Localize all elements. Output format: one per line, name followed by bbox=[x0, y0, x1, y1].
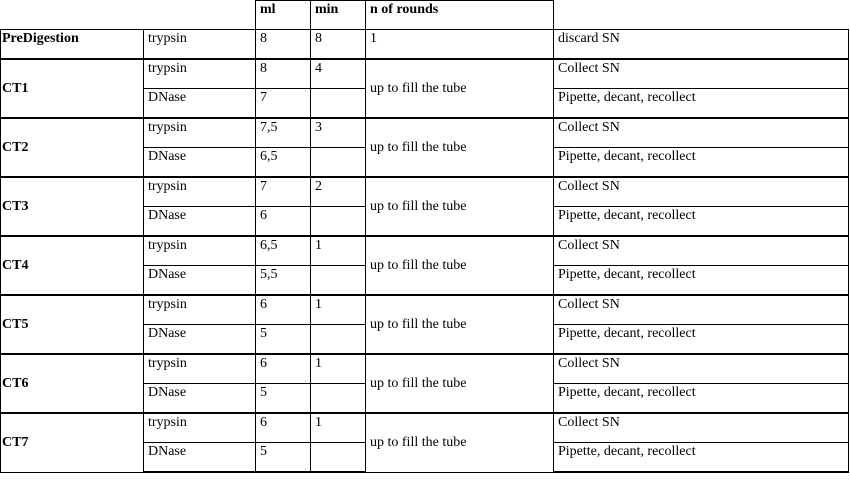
ml-cell: 5 bbox=[256, 384, 311, 414]
ml-cell: 6,5 bbox=[256, 236, 311, 266]
header-empty-cell bbox=[1, 1, 256, 30]
stage-label: CT5 bbox=[1, 295, 144, 354]
enzyme-cell: trypsin bbox=[144, 295, 256, 325]
min-cell: 4 bbox=[311, 59, 366, 89]
cycle-trypsin-row bbox=[1, 413, 849, 443]
rounds-cell: up to fill the tube bbox=[366, 413, 554, 472]
action-cell: Pipette, decant, recollect bbox=[554, 148, 849, 178]
stage-label: CT2 bbox=[1, 118, 144, 177]
action-cell: Collect SN bbox=[554, 354, 849, 384]
header-rounds: n of rounds bbox=[366, 1, 554, 30]
enzyme-cell: trypsin bbox=[144, 59, 256, 89]
min-cell: 3 bbox=[311, 118, 366, 148]
action-cell: Collect SN bbox=[554, 59, 849, 89]
min-cell: 1 bbox=[311, 295, 366, 325]
enzyme-cell: DNase bbox=[144, 207, 256, 237]
cycle-trypsin-row bbox=[1, 354, 849, 384]
ml-cell: 7 bbox=[256, 177, 311, 207]
min-cell bbox=[311, 443, 366, 473]
rounds-cell: up to fill the tube bbox=[366, 118, 554, 177]
stage-label: CT4 bbox=[1, 236, 144, 295]
action-cell: Collect SN bbox=[554, 236, 849, 266]
min-cell: 1 bbox=[311, 236, 366, 266]
enzyme-cell: DNase bbox=[144, 266, 256, 296]
predigestion-row bbox=[1, 30, 849, 60]
min-cell bbox=[311, 384, 366, 414]
rounds-cell: 1 bbox=[366, 30, 554, 60]
action-cell: Collect SN bbox=[554, 118, 849, 148]
action-cell: Collect SN bbox=[554, 177, 849, 207]
rounds-cell: up to fill the tube bbox=[366, 354, 554, 413]
enzyme-cell: DNase bbox=[144, 89, 256, 119]
min-cell bbox=[311, 325, 366, 355]
cycle-trypsin-row bbox=[1, 118, 849, 148]
ml-cell: 5 bbox=[256, 443, 311, 473]
enzyme-cell: trypsin bbox=[144, 236, 256, 266]
enzyme-cell: trypsin bbox=[144, 177, 256, 207]
action-cell: Pipette, decant, recollect bbox=[554, 325, 849, 355]
min-cell: 1 bbox=[311, 413, 366, 443]
enzyme-cell: DNase bbox=[144, 384, 256, 414]
ml-cell: 6 bbox=[256, 295, 311, 325]
protocol-body bbox=[1, 30, 849, 473]
min-cell bbox=[311, 89, 366, 119]
ml-cell: 8 bbox=[256, 30, 311, 60]
header-action-empty bbox=[554, 1, 849, 30]
action-cell: Collect SN bbox=[554, 413, 849, 443]
enzyme-cell: trypsin bbox=[144, 118, 256, 148]
enzyme-cell: trypsin bbox=[144, 354, 256, 384]
min-cell: 2 bbox=[311, 177, 366, 207]
action-cell: Pipette, decant, recollect bbox=[554, 266, 849, 296]
action-cell: Pipette, decant, recollect bbox=[554, 89, 849, 119]
min-cell bbox=[311, 207, 366, 237]
action-cell: discard SN bbox=[554, 30, 849, 60]
cycle-trypsin-row bbox=[1, 177, 849, 207]
min-cell: 8 bbox=[311, 30, 366, 60]
min-cell bbox=[311, 148, 366, 178]
enzyme-cell: trypsin bbox=[144, 30, 256, 60]
ml-cell: 6 bbox=[256, 207, 311, 237]
rounds-cell: up to fill the tube bbox=[366, 236, 554, 295]
stage-label: PreDigestion bbox=[1, 30, 144, 60]
rounds-cell: up to fill the tube bbox=[366, 177, 554, 236]
cycle-trypsin-row bbox=[1, 59, 849, 89]
min-cell bbox=[311, 266, 366, 296]
stage-label: CT7 bbox=[1, 413, 144, 472]
ml-cell: 7,5 bbox=[256, 118, 311, 148]
action-cell: Pipette, decant, recollect bbox=[554, 384, 849, 414]
stage-label: CT1 bbox=[1, 59, 144, 118]
header-ml: ml bbox=[256, 1, 311, 30]
ml-cell: 7 bbox=[256, 89, 311, 119]
enzyme-cell: DNase bbox=[144, 148, 256, 178]
header-min: min bbox=[311, 1, 366, 30]
enzyme-cell: trypsin bbox=[144, 413, 256, 443]
stage-label: CT6 bbox=[1, 354, 144, 413]
ml-cell: 6,5 bbox=[256, 148, 311, 178]
cycle-trypsin-row bbox=[1, 295, 849, 325]
action-cell: Collect SN bbox=[554, 295, 849, 325]
rounds-cell: up to fill the tube bbox=[366, 295, 554, 354]
ml-cell: 6 bbox=[256, 413, 311, 443]
ml-cell: 8 bbox=[256, 59, 311, 89]
ml-cell: 6 bbox=[256, 354, 311, 384]
enzyme-cell: DNase bbox=[144, 443, 256, 473]
stage-label: CT3 bbox=[1, 177, 144, 236]
header-row bbox=[1, 1, 849, 30]
action-cell: Pipette, decant, recollect bbox=[554, 443, 849, 473]
min-cell: 1 bbox=[311, 354, 366, 384]
ml-cell: 5,5 bbox=[256, 266, 311, 296]
rounds-cell: up to fill the tube bbox=[366, 59, 554, 118]
ml-cell: 5 bbox=[256, 325, 311, 355]
enzyme-cell: DNase bbox=[144, 325, 256, 355]
cycle-trypsin-row bbox=[1, 236, 849, 266]
action-cell: Pipette, decant, recollect bbox=[554, 207, 849, 237]
